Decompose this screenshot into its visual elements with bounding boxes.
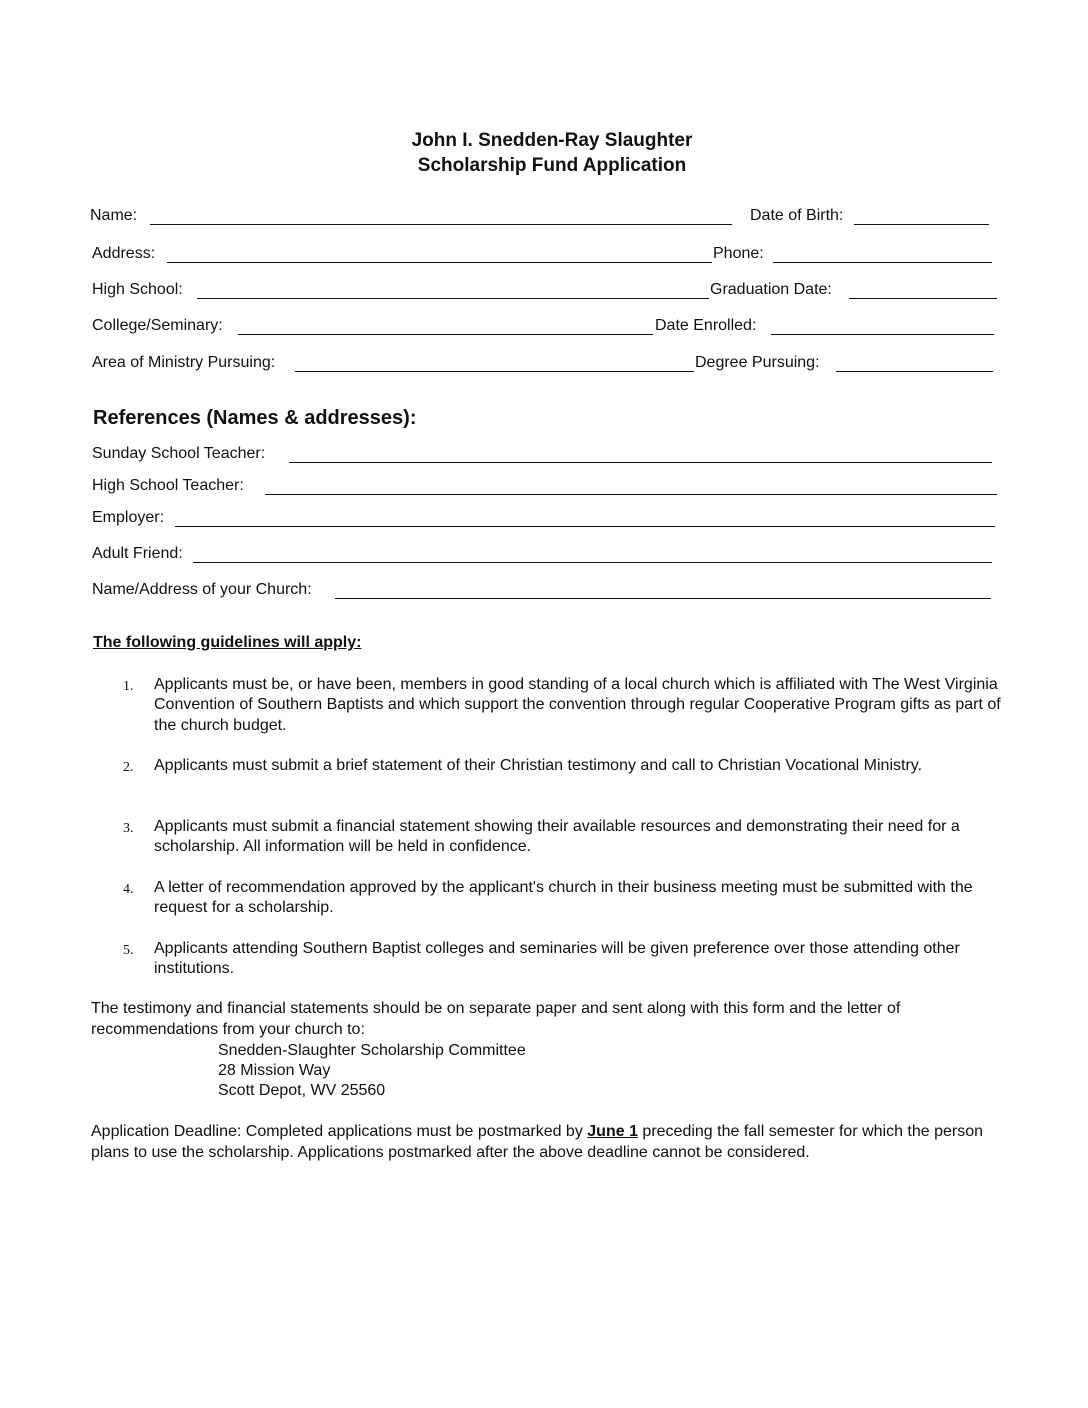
graduation-date-line[interactable]	[849, 298, 997, 299]
guideline-item	[0, 675, 1088, 745]
address-label: Address:	[92, 245, 156, 262]
guideline-item	[0, 756, 1088, 826]
college-seminary-line[interactable]	[238, 334, 653, 335]
guideline-number: 4.	[123, 882, 134, 897]
guideline-item	[0, 817, 1088, 887]
guideline-number: 3.	[123, 821, 134, 836]
deadline-text-after: preceding the fall semester for which the person plans to use the scholarship. Applications postmarked after the above deadline cannot be considered.	[91, 1123, 984, 1161]
sunday-school-teacher-label: Sunday School Teacher:	[92, 445, 266, 462]
guidelines-heading: The following guidelines will apply:	[93, 634, 362, 651]
form-title-line-2: Scholarship Fund Application	[417, 155, 687, 176]
deadline-text-before: Application Deadline: Completed applications must be postmarked by	[91, 1123, 588, 1140]
date-of-birth-label: Date of Birth:	[750, 207, 844, 224]
guideline-text: Applicants must submit a financial statement showing their available resources and demonstrating their need for a scholarship. All information will be held in confidence.	[154, 818, 960, 856]
guideline-number: 5.	[123, 943, 134, 958]
name-label: Name:	[90, 207, 138, 224]
date-enrolled-line[interactable]	[771, 334, 994, 335]
adult-friend-line[interactable]	[193, 562, 992, 563]
form-title-line-1: John I. Snedden-Ray Slaughter	[411, 130, 693, 151]
degree-pursuing-label: Degree Pursuing:	[695, 354, 820, 371]
guideline-number: 2.	[123, 760, 134, 775]
submission-instructions: The testimony and financial statements should be on separate paper and sent along with this form and the letter of recommendations from your church to:	[91, 1000, 901, 1038]
graduation-date-label: Graduation Date:	[710, 281, 832, 298]
committee-city: Scott Depot, WV 25560	[218, 1082, 386, 1099]
high-school-teacher-line[interactable]	[265, 494, 997, 495]
high-school-label: High School:	[92, 281, 183, 298]
college-seminary-label: College/Seminary:	[92, 317, 223, 334]
guideline-text: Applicants must submit a brief statement of their Christian testimony and call to Christian Vocational Ministry.	[154, 757, 923, 774]
committee-street: 28 Mission Way	[218, 1062, 331, 1079]
church-label: Name/Address of your Church:	[92, 581, 312, 598]
degree-pursuing-line[interactable]	[836, 371, 993, 372]
committee-name: Snedden-Slaughter Scholarship Committee	[218, 1042, 526, 1059]
references-heading: References (Names & addresses):	[93, 407, 417, 429]
address-line[interactable]	[167, 262, 712, 263]
church-line[interactable]	[335, 598, 991, 599]
application-deadline	[91, 1122, 996, 1163]
name-line[interactable]	[150, 224, 732, 225]
area-of-ministry-line[interactable]	[295, 371, 694, 372]
guideline-text: A letter of recommendation approved by the applicant's church in their business meeting must be submitted with the request for a scholarship.	[154, 879, 973, 917]
deadline-date: June 1	[587, 1123, 638, 1140]
phone-line[interactable]	[773, 262, 992, 263]
high-school-teacher-label: High School Teacher:	[92, 477, 244, 494]
date-of-birth-line[interactable]	[854, 224, 989, 225]
high-school-line[interactable]	[197, 298, 709, 299]
adult-friend-label: Adult Friend:	[92, 545, 183, 562]
guideline-item	[0, 878, 1088, 948]
area-of-ministry-label: Area of Ministry Pursuing:	[92, 354, 276, 371]
guideline-text: Applicants must be, or have been, members in good standing of a local church which is affiliated with The West Virginia Convention of Southern Baptists and which support the convention through regular Cooperative Program gifts as part of the church budget.	[154, 676, 1001, 734]
phone-label: Phone:	[713, 245, 764, 262]
sunday-school-teacher-line[interactable]	[289, 462, 992, 463]
employer-label: Employer:	[92, 509, 165, 526]
guideline-number: 1.	[123, 679, 134, 694]
date-enrolled-label: Date Enrolled:	[655, 317, 757, 334]
employer-line[interactable]	[175, 526, 995, 527]
guideline-text: Applicants attending Southern Baptist colleges and seminaries will be given preference over those attending other institutions.	[154, 940, 960, 978]
